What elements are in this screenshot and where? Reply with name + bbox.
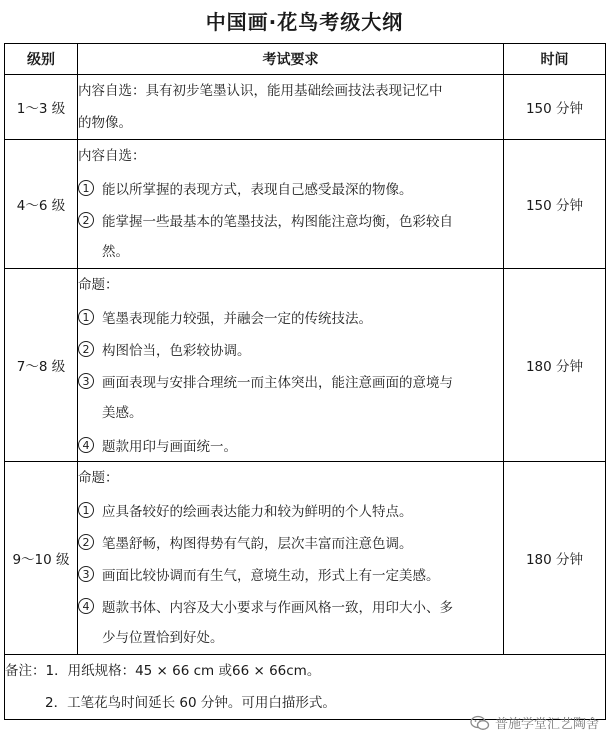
circled-number-icon: 1 (78, 180, 94, 196)
requirement-item (78, 429, 503, 461)
requirement-item (78, 365, 503, 397)
level-cell: 1～3 级 (5, 75, 78, 140)
table-row (5, 140, 606, 269)
item-text: 画面比较协调而有生气，意境生动，形式上有一定美感。 (102, 568, 440, 584)
note-line: 2．工笔花鸟时间延长 60 分钟。可用白描形式。 (45, 695, 336, 711)
header-requirement: 考试要求 (78, 44, 504, 75)
requirement-cell (78, 269, 504, 462)
item-text: 能掌握一些最基本的笔墨技法，构图能注意均衡，色彩较自 (102, 214, 453, 230)
header-level: 级别 (5, 44, 78, 75)
requirement-item (78, 590, 503, 622)
circled-number-icon: 2 (78, 534, 94, 550)
time-cell: 180 分钟 (504, 269, 606, 462)
requirement-item (78, 301, 503, 333)
requirement-line: 的物像。 (78, 115, 132, 131)
item-text: 应具备较好的绘画表达能力和较为鲜明的个人特点。 (102, 504, 413, 520)
item-text-continued: 然。 (102, 244, 129, 260)
level-cell: 9～10 级 (5, 462, 78, 655)
syllabus-table (4, 43, 606, 720)
requirement-item (78, 526, 503, 558)
circled-number-icon: 1 (78, 309, 94, 325)
circled-number-icon: 1 (78, 502, 94, 518)
level-cell: 7～8 级 (5, 269, 78, 462)
notes-row (5, 655, 606, 720)
level-cell: 4～6 级 (5, 140, 78, 269)
note-line: 备注：1．用纸规格：45 × 66 cm 或66 × 66cm。 (5, 663, 321, 679)
item-text-continued: 少与位置恰到好处。 (102, 630, 224, 646)
item-text: 构图恰当，色彩较协调。 (102, 343, 251, 359)
requirement-item (78, 558, 503, 590)
requirement-cell (78, 75, 504, 140)
circled-number-icon: 3 (78, 566, 94, 582)
watermark-text: 普施学堂汇艺陶舍 (494, 717, 599, 732)
requirement-line: 内容自选：具有初步笔墨认识，能用基础绘画技法表现记忆中 (78, 83, 443, 99)
watermark (470, 713, 599, 732)
table-header-row (5, 44, 606, 75)
time-cell: 150 分钟 (504, 140, 606, 269)
requirement-intro: 内容自选： (78, 148, 146, 164)
item-text: 笔墨表现能力较强，并融会一定的传统技法。 (102, 311, 372, 327)
time-cell: 150 分钟 (504, 75, 606, 140)
table-row (5, 269, 606, 462)
wechat-icon (470, 715, 490, 731)
requirement-intro: 命题： (78, 277, 119, 293)
item-text: 题款用印与画面统一。 (102, 439, 237, 455)
requirement-item (78, 172, 503, 204)
requirement-cell (78, 462, 504, 655)
requirement-item (78, 494, 503, 526)
table-row (5, 75, 606, 140)
circled-number-icon: 2 (78, 341, 94, 357)
item-text: 题款书体、内容及大小要求与作画风格一致，用印大小、多 (102, 600, 453, 616)
circled-number-icon: 4 (78, 598, 94, 614)
requirement-cell (78, 140, 504, 269)
circled-number-icon: 3 (78, 373, 94, 389)
item-text: 能以所掌握的表现方式，表现自己感受最深的物像。 (102, 182, 413, 198)
item-text: 画面表现与安排合理统一而主体突出，能注意画面的意境与 (102, 375, 453, 391)
circled-number-icon: 2 (78, 212, 94, 228)
item-text: 笔墨舒畅，构图得势有气韵，层次丰富而注意色调。 (102, 536, 413, 552)
time-cell: 180 分钟 (504, 462, 606, 655)
header-time: 时间 (504, 44, 606, 75)
requirement-intro: 命题： (78, 470, 119, 486)
page-title: 中国画·花鸟考级大纲 (205, 10, 404, 34)
notes-cell (5, 655, 606, 720)
requirement-item (78, 204, 503, 236)
circled-number-icon: 4 (78, 437, 94, 453)
item-text-continued: 美感。 (102, 405, 143, 421)
table-row (5, 462, 606, 655)
requirement-item (78, 333, 503, 365)
